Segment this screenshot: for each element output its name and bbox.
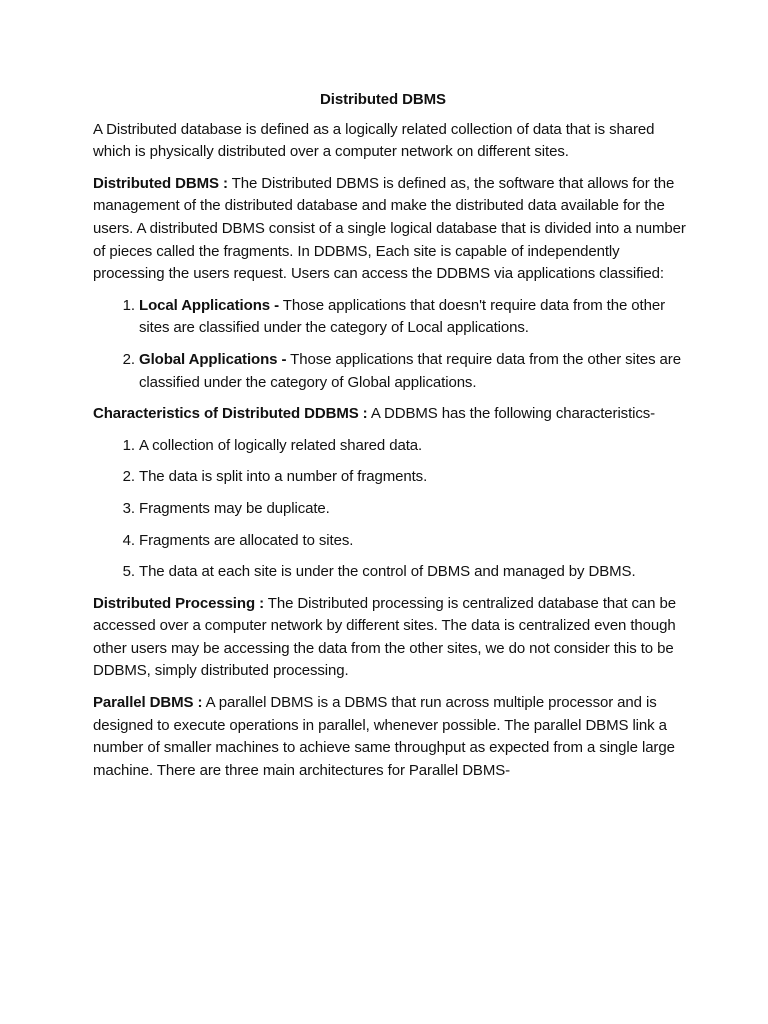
list-item xyxy=(139,295,693,340)
applications-list xyxy=(93,295,693,394)
local-applications-text: Those applications that doesn't require data from the other sites are classified under the category of Local applications. xyxy=(139,296,665,337)
list-item: 2. The data is split into a number of fragments. xyxy=(139,466,693,489)
parallel-text: A parallel DBMS is a DBMS that run across multiple processor and is designed to execute operations in parallel, whenever possible. The parallel DBMS link a number of smaller machines to achieve same throughput as expected from a single large machine. There are three main architectures for Parallel DBMS- xyxy=(93,694,675,779)
characteristics-heading: Characteristics of Distributed DDBMS : xyxy=(93,405,368,423)
characteristics-paragraph xyxy=(93,403,693,426)
document-title: Distributed DBMS xyxy=(320,91,446,108)
processing-text: The Distributed processing is centralized database that can be accessed over a computer network by different sites. The data is centralized even though other users may be accessing the data from the other sites, we do not consider this to be DDBMS, simply distributed processing. xyxy=(93,594,676,680)
processing-paragraph xyxy=(93,593,693,683)
parallel-heading: Parallel DBMS : xyxy=(93,694,203,712)
list-item xyxy=(139,349,693,394)
global-applications-text: Those applications that require data from the other sites are classified under the category of Global applications. xyxy=(139,350,681,391)
ddbms-text: The Distributed DBMS is defined as, the software that allows for the management of the distributed database and make the distributed data available for the users. A distributed DBMS consist of a single logical database that is divided into a number of pieces called the fragments. In DDBMS, Each site is capable of independently processing the users request. Users can access the DDBMS via applications classified: xyxy=(93,174,686,283)
processing-heading: Distributed Processing : xyxy=(93,594,264,612)
list-item: 1. A collection of logically related shared data. xyxy=(139,435,693,458)
list-item: 3. Fragments may be duplicate. xyxy=(139,498,693,521)
local-applications-label: Local Applications - xyxy=(139,296,279,314)
list-item: 4. Fragments are allocated to sites. xyxy=(139,530,693,553)
characteristics-list xyxy=(93,435,693,584)
list-item: 5. The data at each site is under the control of DBMS and managed by DBMS. xyxy=(139,561,693,584)
parallel-paragraph xyxy=(93,692,693,782)
intro-paragraph: A Distributed database is defined as a logically related collection of data that is shared which is physically distributed over a computer network on different sites. xyxy=(93,120,655,161)
document-page xyxy=(93,89,693,791)
ddbms-heading: Distributed DBMS : xyxy=(93,174,228,192)
global-applications-label: Global Applications - xyxy=(139,350,287,368)
ddbms-paragraph xyxy=(93,173,693,286)
characteristics-text: A DDBMS has the following characteristics- xyxy=(367,405,656,423)
